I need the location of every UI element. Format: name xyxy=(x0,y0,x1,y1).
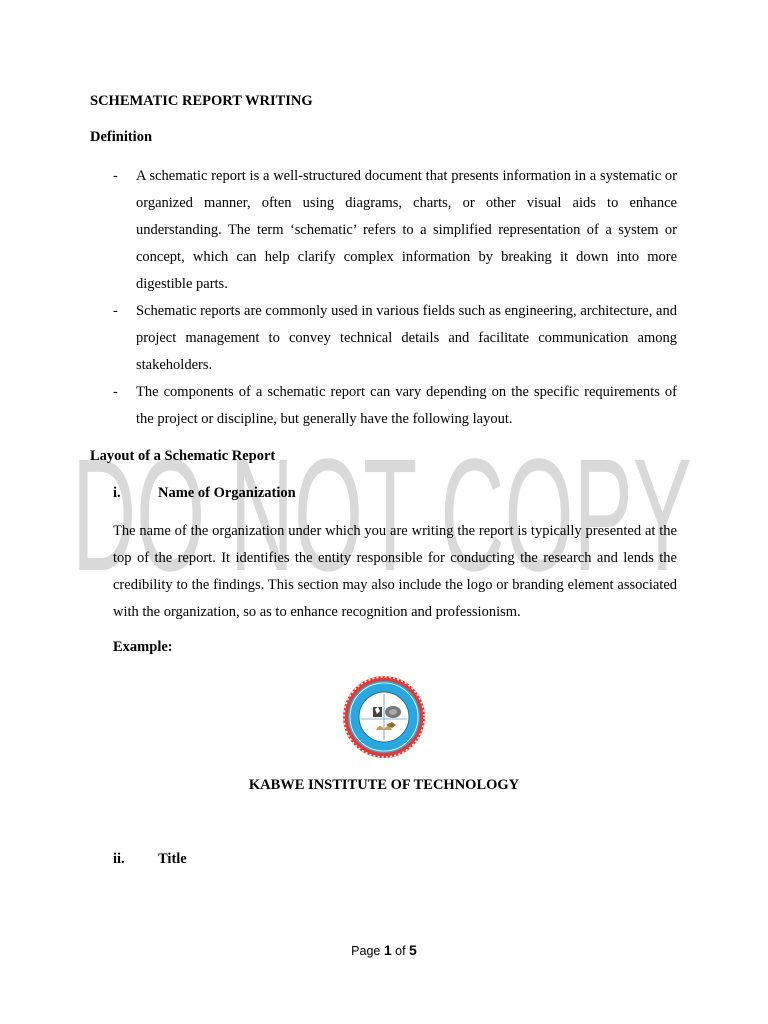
section-number: ii. xyxy=(113,851,125,867)
definition-heading: Definition xyxy=(90,129,153,145)
page-of-label: of xyxy=(395,944,406,958)
list-item xyxy=(0,379,768,433)
bullet-marker: - xyxy=(113,384,118,400)
bullet-marker: - xyxy=(113,168,118,184)
current-page-number: 1 xyxy=(383,942,392,958)
section-label: Title xyxy=(158,851,187,867)
example-label: Example: xyxy=(113,639,173,655)
bullet-text: Schematic reports are commonly used in various fields such as engineering, architecture, and project management to convey technical details and facilitate communication among stakeholders. xyxy=(136,303,677,373)
section-label: Name of Organization xyxy=(158,485,296,501)
organization-name: KABWE INSTITUTE OF TECHNOLOGY xyxy=(248,777,520,793)
total-pages-number: 5 xyxy=(409,942,417,958)
section-paragraph: The name of the organization under which you are writing the report is typically presented at the top of the report. It identifies the entity responsible for conducting the research and lends the credibility to the findings. This section may also include the logo or branding element associated with the organization, so as to enhance recognition and professionism. xyxy=(113,523,677,620)
bullet-marker: - xyxy=(113,303,118,319)
page-label: Page xyxy=(351,944,381,958)
layout-heading: Layout of a Schematic Report xyxy=(90,448,276,464)
bullet-text: The components of a schematic report can vary depending on the specific requirements of the project or discipline, but generally have the following layout. xyxy=(136,384,677,427)
list-item xyxy=(0,298,768,379)
list-item xyxy=(0,163,768,298)
page-footer xyxy=(0,942,768,958)
institute-seal-icon xyxy=(342,675,426,759)
section-number: i. xyxy=(113,485,121,501)
watermark-text: DO NOT COPY xyxy=(72,436,692,586)
document-title: SCHEMATIC REPORT WRITING xyxy=(90,93,313,109)
section-heading-title xyxy=(113,851,313,871)
bullet-text: A schematic report is a well-structured document that presents information in a systematic or organized manner, often using diagrams, charts, or other visual aids to enhance understanding. The term ‘schematic’ refers to a simplified representation of a system or concept, which can help clarify complex information by breaking it down into more digestible parts. xyxy=(136,168,677,292)
definition-bullet-list xyxy=(0,163,768,433)
section-heading-name-of-organization xyxy=(113,485,413,505)
